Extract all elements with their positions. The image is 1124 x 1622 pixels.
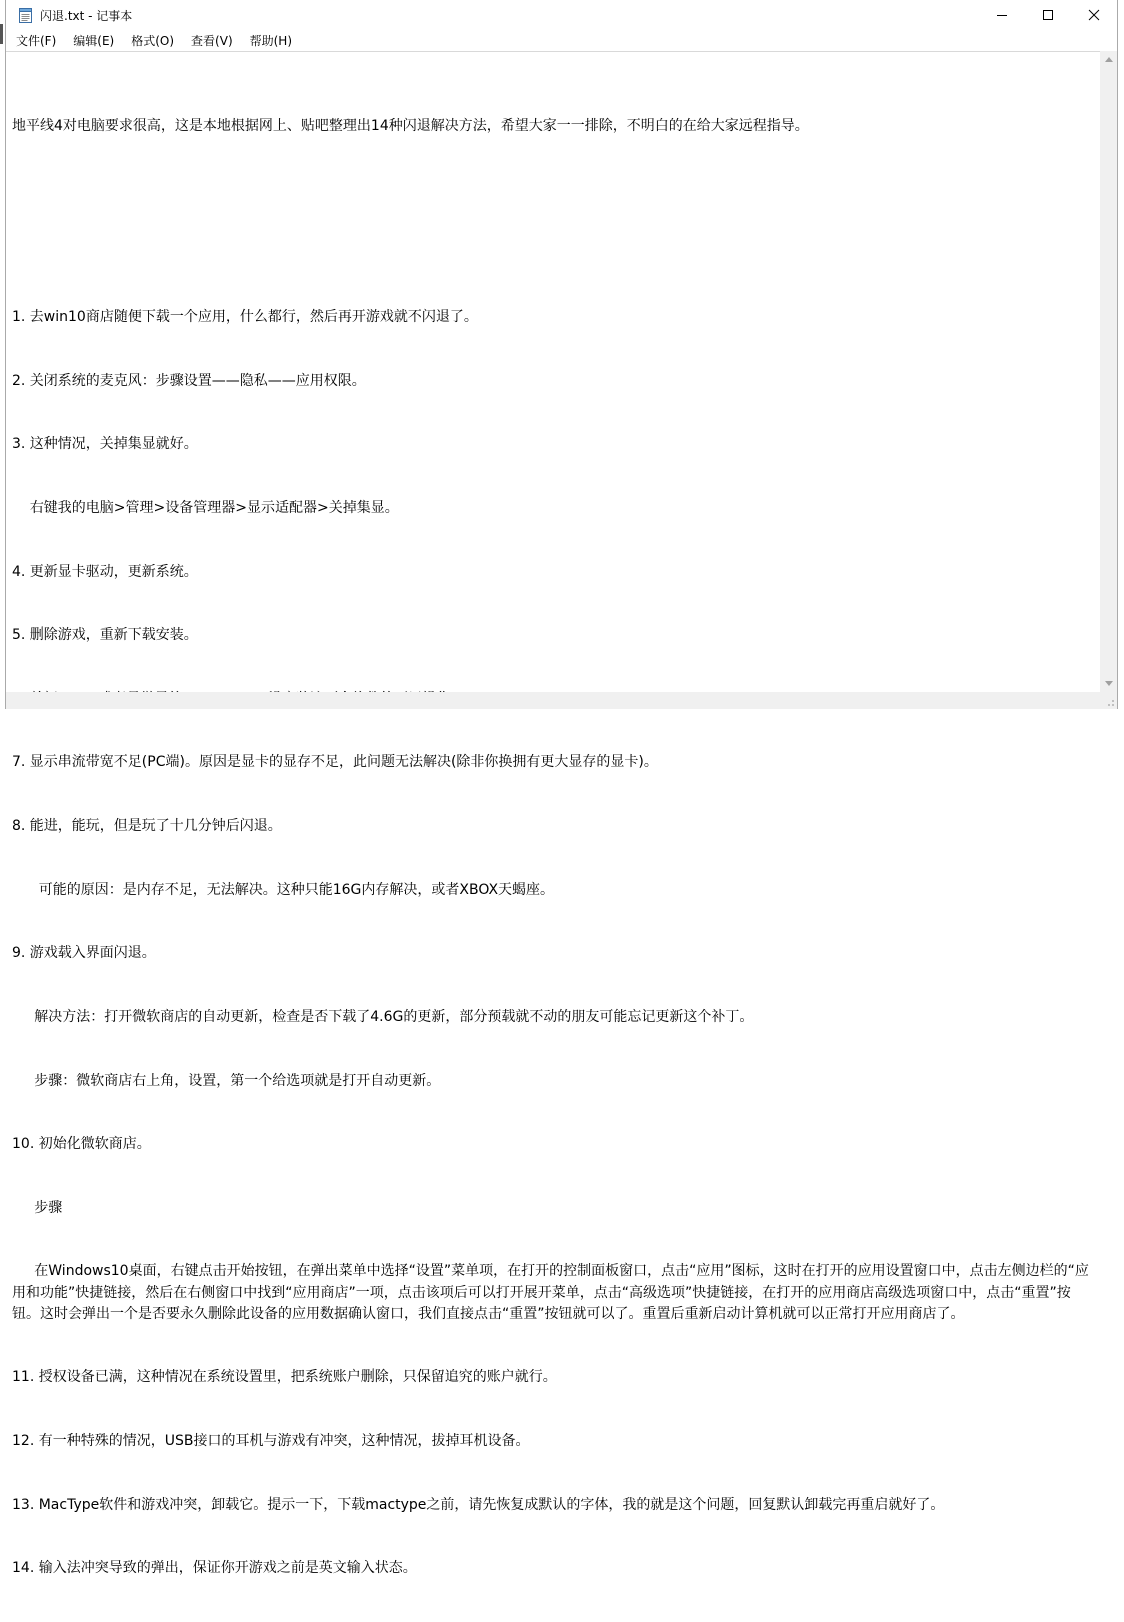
- scroll-down-button[interactable]: [1100, 675, 1117, 692]
- notepad-icon: [18, 6, 34, 24]
- maximize-button[interactable]: [1025, 0, 1071, 30]
- text-line: 步骤: [12, 1199, 63, 1216]
- text-line: 4. 更新显卡驱动，更新系统。: [12, 563, 198, 580]
- text-line: 在Windows10桌面，右键点击开始按钮，在弹出菜单中选择“设置”菜单项，在打开的控制面板窗口，点击“应用”图标，这时在打开的应用设置窗口中，点击左侧边栏的“应用和功能”快捷链接，然后在右侧窗口中找到“应用商店”一项，点击该项后可以打开展开菜单，点击“高级选项”快捷链接，在打开的应用商店高级选项窗口中，点击“重置”按钮。这时会弹出一个是否要永久删除此设备的应用数据确认窗口，我们直接点击“重置”按钮就可以了。重置后重新启动计算机就可以正常打开应用商店了。: [12, 1263, 1089, 1322]
- text-line: 1. 去win10商店随便下载一个应用，什么都行，然后再开游戏就不闪退了。: [12, 309, 478, 326]
- menu-edit[interactable]: 编辑(E): [73, 33, 115, 48]
- chevron-up-icon: [1105, 57, 1113, 62]
- text-line: 地平线4对电脑要求很高，这是本地根据网上、贴吧整理出14种闪退解决方法，希望大家一一排除，不明白的在给大家远程指导。: [12, 118, 809, 135]
- text-line: 3. 这种情况，关掉集显就好。: [12, 436, 198, 453]
- text-line: 右键我的电脑>管理>设备管理器>显示适配器>关掉集显。: [12, 500, 399, 517]
- text-line: 2. 关闭系统的麦克风：步骤设置——隐私——应用权限。: [12, 372, 366, 389]
- text-editor[interactable]: [6, 51, 1100, 1577]
- text-line: 步骤：微软商店右上角，设置，第一个给选项就是打开自动更新。: [12, 1072, 441, 1089]
- text-line: 可能的原因：是内存不足，无法解决。这种只能16G内存解决，或者XBOX天蝎座。: [12, 881, 555, 898]
- background-edge: [0, 24, 3, 44]
- minimize-icon: [997, 10, 1007, 20]
- text-line: 5. 删除游戏，重新下载安装。: [12, 627, 198, 644]
- text-line: 9. 游戏载入界面闪退。: [12, 945, 156, 962]
- text-line: 解决方法：打开微软商店的自动更新，检查是否下载了4.6G的更新，部分预载就不动的朋友可能忘记更新这个补丁。: [12, 1008, 754, 1025]
- resize-grip[interactable]: [1100, 692, 1117, 709]
- close-icon: [1089, 10, 1099, 20]
- maximize-icon: [1043, 10, 1053, 20]
- window-title: 闪退.txt - 记事本: [40, 8, 133, 23]
- close-button[interactable]: [1071, 0, 1117, 30]
- text-line: 12. 有一种特殊的情况，USB接口的耳机与游戏有冲突，这种情况，拔掉耳机设备。: [12, 1432, 530, 1449]
- menu-bar: [6, 30, 1117, 50]
- horizontal-scrollbar[interactable]: [6, 692, 1100, 709]
- menu-format[interactable]: 格式(O): [131, 33, 175, 48]
- scroll-up-button[interactable]: [1100, 51, 1117, 68]
- window-controls: [979, 0, 1117, 30]
- notepad-window: [5, 0, 1118, 1577]
- chevron-down-icon: [1105, 681, 1113, 686]
- text-line: 14. 输入法冲突导致的弹出，保证你开游戏之前是英文输入状态。: [12, 1560, 417, 1577]
- text-line: [12, 244, 1092, 265]
- minimize-button[interactable]: [979, 0, 1025, 30]
- menu-file[interactable]: 文件(F): [16, 33, 57, 48]
- editor-content[interactable]: [12, 74, 1092, 1622]
- vertical-scrollbar[interactable]: [1100, 51, 1117, 692]
- text-line: [12, 180, 1092, 201]
- text-line: 7. 显示串流带宽不足(PC端)。原因是显卡的显存不足，此问题无法解决(除非你换拥有更大显存的显卡)。: [12, 754, 658, 771]
- menu-view[interactable]: 查看(V): [191, 33, 233, 48]
- text-line: 10. 初始化微软商店。: [12, 1136, 151, 1153]
- text-line: 8. 能进，能玩，但是玩了十几分钟后闪退。: [12, 818, 282, 835]
- text-line: 13. MacType软件和游戏冲突，卸载它。提示一下，下载mactype之前，请先恢复成默认的字体，我的就是这个问题，回复默认卸载完再重启就好了。: [12, 1496, 945, 1513]
- text-line: 11. 授权设备已满，这种情况在系统设置里，把系统账户删除，只保留追究的账户就行。: [12, 1369, 557, 1386]
- title-bar[interactable]: [6, 0, 1117, 30]
- resize-grip-icon: [1100, 692, 1117, 709]
- menu-help[interactable]: 帮助(H): [249, 33, 293, 48]
